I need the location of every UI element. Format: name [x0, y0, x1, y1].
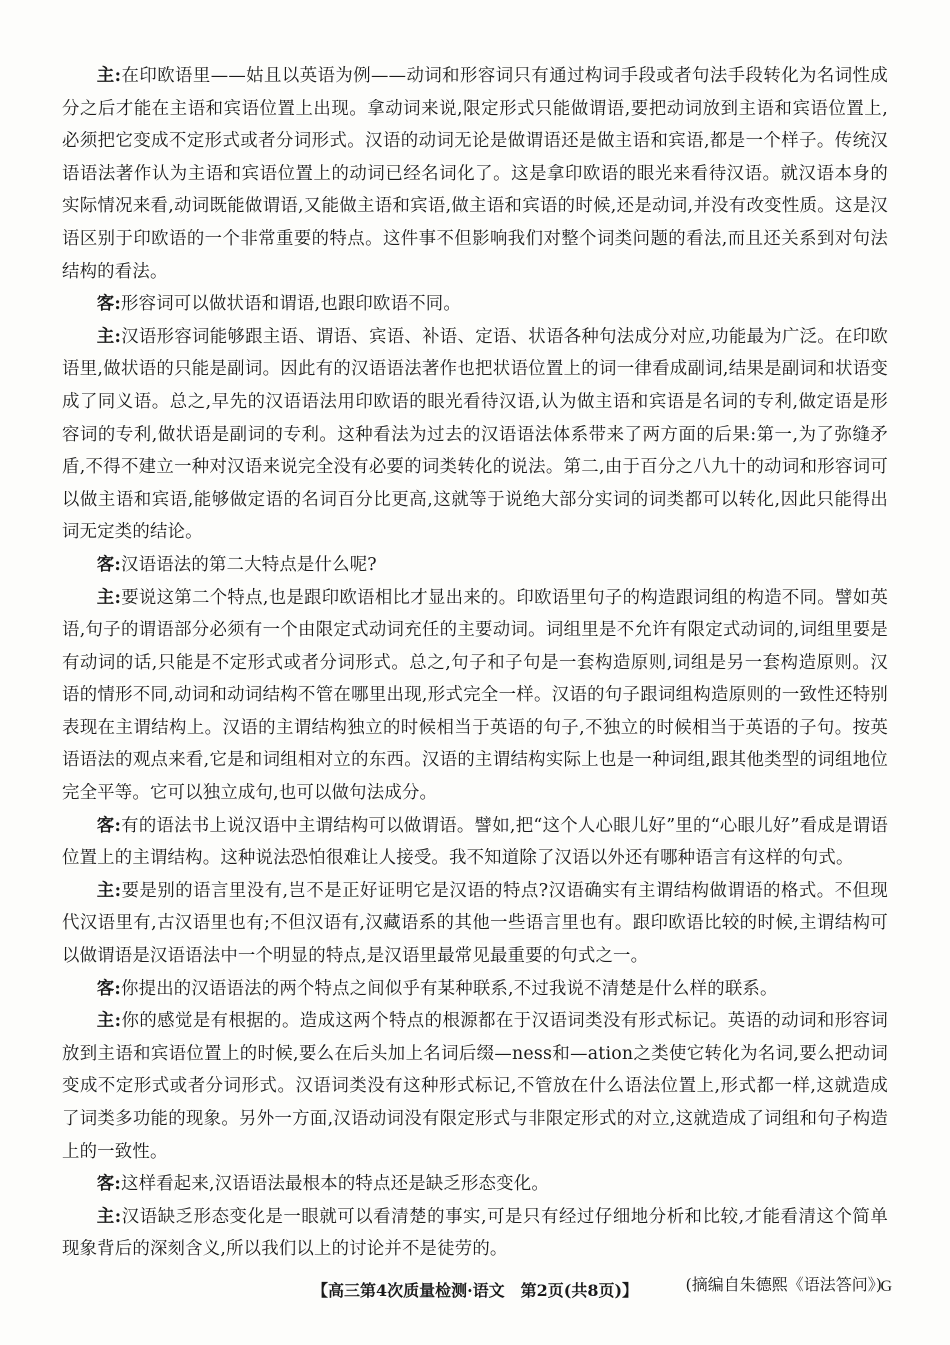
paragraph-text: 汉语形容词能够跟主语、谓语、宾语、补语、定语、状语各种句法成分对应,功能最为广泛。在印欧语里,做状语的只能是副词。因此有的汉语语法著作也把状语位置上的词一律看成副词,结果是副词和状语变成了同义语。总之,早先的汉语语法用印欧语的眼光看待汉语,认为做主语和宾语是名词的专利,做定语是形容词的专利,做状语是副词的专利。这种看法为过去的汉语语法体系带来了两方面的后果:第一,为了弥缝矛盾,不得不建立一种对汉语来说完全没有必要的词类转化的说法。第二,由于百分之八九十的动词和形容词可以做主语和宾语,能够做定语的名词百分比更高,这就等于说绝大部分实词的词类都可以转化,因此只能得出词无定类的结论。: [62, 326, 888, 543]
speaker-label: 主:: [96, 880, 122, 901]
paragraph-10: [62, 1168, 888, 1201]
paragraph-4: [62, 549, 888, 582]
speaker-label: 主:: [96, 587, 122, 608]
speaker-label: 主:: [96, 1011, 122, 1032]
paragraph-1: [62, 60, 888, 288]
paragraph-2: [62, 288, 888, 321]
speaker-label: 主:: [96, 66, 122, 86]
paper-version-code: G: [880, 1278, 892, 1295]
paragraph-text: 你提出的汉语语法的两个特点之间似乎有某种联系,不过我说不清楚是什么样的联系。: [121, 978, 778, 999]
speaker-label: 客:: [96, 554, 122, 575]
speaker-label: 客:: [96, 815, 122, 836]
speaker-label: 主:: [96, 326, 122, 347]
dialogue-body: [62, 60, 888, 1266]
paragraph-6: [62, 810, 888, 875]
paragraph-text: 你的感觉是有根据的。造成这两个特点的根源都在于汉语词类没有形式标记。英语的动词和形容词放到主语和宾语位置上的时候,要么在后头加上名词后缀—ness和—ation之类使它转化为名词,要么把动词变成不定形式或者分词形式。汉语词类没有这种形式标记,不管放在什么语法位置上,形式都一样,这就造成了词类多功能的现象。另外一方面,汉语动词没有限定形式与非限定形式的对立,这就造成了词组和句子构造上的一致性。: [62, 1011, 888, 1162]
paragraph-5: [62, 582, 888, 810]
paragraph-text: 在印欧语里——姑且以英语为例——动词和形容词只有通过构词手段或者句法手段转化为名词性成分之后才能在主语和宾语位置上出现。拿动词来说,限定形式只能做谓语,要把动词放到主语和宾语位置上,必须把它变成不定形式或者分词形式。汉语的动词无论是做谓语还是做主语和宾语,都是一个样子。传统汉语语法著作认为主语和宾语位置上的动词已经名词化了。这是拿印欧语的眼光来看待汉语。就汉语本身的实际情况来看,动词既能做谓语,又能做主语和宾语,做主语和宾语的时候,还是动词,并没有改变性质。这是汉语区别于印欧语的一个非常重要的特点。这件事不但影响我们对整个词类问题的看法,而且还关系到对句法结构的看法。: [62, 66, 888, 282]
speaker-label: 客:: [96, 1174, 122, 1195]
paragraph-7: [62, 875, 888, 973]
source-citation: (摘编自朱德熙《语法答问》): [685, 1274, 882, 1294]
paragraph-11: [62, 1201, 888, 1266]
paragraph-text: 有的语法书上说汉语中主谓结构可以做谓语。譬如,把“这个人心眼儿好”里的“心眼儿好”看成是谓语位置上的主谓结构。这种说法恐怕很难让人接受。我不知道除了汉语以外还有哪种语言有这样的句式。: [62, 815, 888, 869]
speaker-label: 客:: [96, 294, 122, 315]
paragraph-9: [62, 1005, 888, 1168]
paragraph-text: 要说这第二个特点,也是跟印欧语相比才显出来的。印欧语里句子的构造跟词组的构造不同。譬如英语,句子的谓语部分必须有一个由限定式动词充任的主要动词。词组里是不允许有限定式动词的,词组里要是有动词的话,只能是不定形式或者分词形式。总之,句子和子句是一套构造原则,词组是另一套构造原则。汉语的情形不同,动词和动词结构不管在哪里出现,形式完全一样。汉语的句子跟词组构造原则的一致性还特别表现在主谓结构上。汉语的主谓结构独立的时候相当于英语的句子,不独立的时候相当于英语的子句。按英语语法的观点来看,它是和词组相对立的东西。汉语的主谓结构实际上也是一种词组,跟其他类型的词组地位完全平等。它可以独立成句,也可以做句法成分。: [62, 587, 888, 804]
paragraph-text: 要是别的语言里没有,岂不是正好证明它是汉语的特点?汉语确实有主谓结构做谓语的格式。不但现代汉语里有,古汉语里也有;不但汉语有,汉藏语系的其他一些语言里也有。跟印欧语比较的时候,主谓结构可以做谓语是汉语语法中一个明显的特点,是汉语里最常见最重要的句式之一。: [62, 880, 888, 967]
paragraph-3: [62, 321, 888, 549]
page-footer: 【高三第4次质量检测·语文 第2页(共8页)】: [311, 1281, 639, 1300]
paragraph-text: 汉语语法的第二大特点是什么呢?: [121, 554, 377, 575]
paragraph-8: [62, 973, 888, 1006]
paragraph-text: 汉语缺乏形态变化是一眼就可以看清楚的事实,可是只有经过仔细地分析和比较,才能看清这个简单现象背后的深刻含义,所以我们以上的讨论并不是徒劳的。: [62, 1206, 888, 1260]
paragraph-text: 这样看起来,汉语语法最根本的特点还是缺乏形态变化。: [121, 1174, 549, 1195]
speaker-label: 主:: [96, 1206, 122, 1227]
speaker-label: 客:: [96, 978, 122, 999]
paragraph-text: 形容词可以做状语和谓语,也跟印欧语不同。: [121, 294, 461, 315]
